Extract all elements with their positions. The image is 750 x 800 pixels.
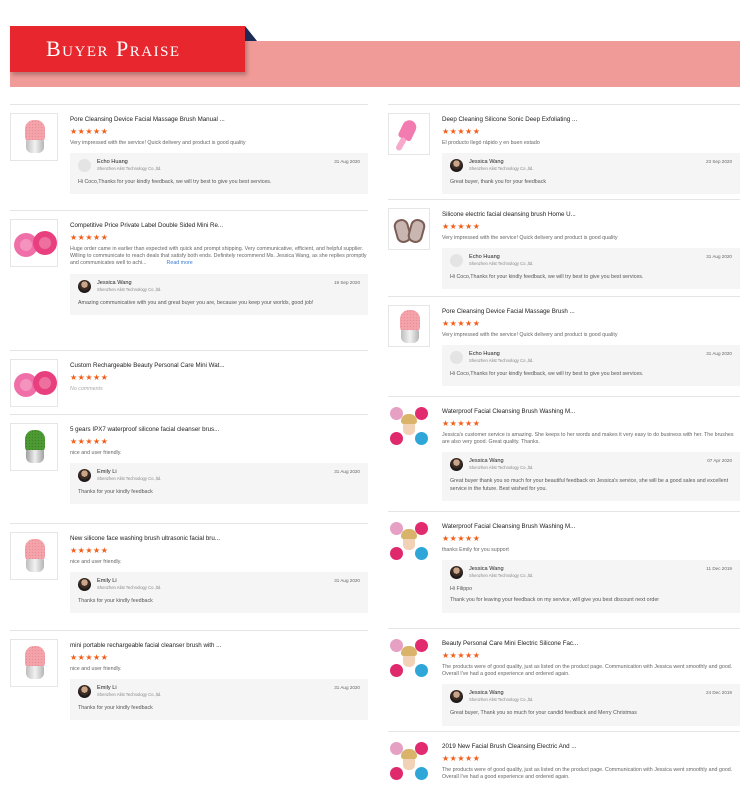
seller-name: Emily Li <box>97 469 117 476</box>
seller-name: Echo Huang <box>469 254 500 261</box>
review-card <box>10 104 368 210</box>
product-thumbnail[interactable] <box>388 637 430 679</box>
review-text: The products were of good quality, just as listed on the product page. Communication with Jessica went smoothly and good. Overall I've had a good experience and ordered again. <box>442 767 733 781</box>
pink-brush-icon <box>400 310 420 344</box>
product-title-link[interactable]: Beauty Personal Care Mini Electric Silicone Fac... <box>442 640 579 647</box>
star-rating: ★★★★★ <box>442 319 481 328</box>
model-face-icon <box>403 649 415 667</box>
product-thumbnail[interactable] <box>10 423 58 471</box>
seller-reply <box>442 684 740 725</box>
review-text: Very impressed with the service! Quick delivery and product is good quality <box>442 332 618 338</box>
product-thumbnail[interactable] <box>10 113 58 161</box>
reply-text: Hi Filippo <box>450 586 473 593</box>
reviews-left-column <box>10 104 368 730</box>
seller-name: Jessica Wang <box>469 159 504 166</box>
reply-date: 07 Apr 2020 <box>707 458 732 464</box>
seller-reply <box>70 572 368 613</box>
banner-tab <box>10 26 245 72</box>
seller-company: Shenzhen Alist Technology Co.,ltd. <box>469 697 534 703</box>
seller-company: Shenzhen Alist Technology Co.,ltd. <box>97 476 162 482</box>
product-thumbnail[interactable] <box>388 740 430 782</box>
seller-company: Shenzhen Alist Technology Co.,ltd. <box>97 166 162 172</box>
product-thumbnail[interactable] <box>10 359 58 407</box>
review-card <box>388 628 740 731</box>
seller-name: Jessica Wang <box>469 566 504 573</box>
avatar <box>78 469 91 482</box>
product-thumbnail[interactable] <box>10 219 58 267</box>
avatar <box>450 566 463 579</box>
seller-reply <box>442 452 740 500</box>
product-thumbnail[interactable] <box>388 113 430 155</box>
seller-reply <box>442 153 740 194</box>
review-text: The products were of good quality, just as listed on the product page. Communication with Jessica went smoothly and good. Overall I've had a good experience and ordered again. <box>442 664 733 678</box>
pink-brush-icon <box>25 539 45 573</box>
reviews-right-column <box>388 104 740 791</box>
product-title-link[interactable]: 2019 New Facial Brush Cleansing Electric And ... <box>442 743 577 750</box>
reply-text: Hi Coco,Thanks for your kindly feedback, we will try best to give you best services. <box>450 371 644 378</box>
seller-name: Jessica Wang <box>469 458 504 465</box>
review-card <box>388 296 740 396</box>
star-rating: ★★★★★ <box>442 754 481 763</box>
reply-text: Hi Coco,Thanks for your kindly feedback, we will try best to give you best services. <box>450 274 644 281</box>
reply-text: Great buyer, Thank you so much for your candid feedback and Merry Christmas <box>450 710 637 717</box>
avatar <box>450 458 463 471</box>
review-card <box>10 414 368 523</box>
product-title-link[interactable]: Waterproof Facial Cleansing Brush Washing M... <box>442 408 576 415</box>
reply-text: Thanks for your kindly feedback <box>78 489 153 496</box>
seller-company: Shenzhen Alist Technology Co.,ltd. <box>469 573 534 579</box>
review-text: Huge order came in earlier than expected with quick and prompt shipping. Very communicative, efficient, and helpful supplier. Willing to communicate to reach deals that satisfy both ends. Definitely recommend Ms. Jessica Wang, as she replies promptly and communicates well to achi... Read more <box>70 246 367 267</box>
seller-name: Emily Li <box>97 578 117 585</box>
review-card <box>388 396 740 511</box>
pink-brush-icon <box>25 120 45 154</box>
review-text: Very impressed with the service! Quick delivery and product is good quality <box>442 235 618 241</box>
product-thumbnail[interactable] <box>388 208 430 250</box>
reply-date: 23 Sep 2020 <box>705 159 732 165</box>
review-card <box>388 199 740 296</box>
reply-text: Thanks for your kindly feedback <box>78 705 153 712</box>
model-face-icon <box>403 532 415 550</box>
star-rating: ★★★★★ <box>442 419 481 428</box>
read-more-link[interactable]: Read more <box>166 260 193 267</box>
seller-reply <box>442 345 740 386</box>
star-rating: ★★★★★ <box>70 127 109 136</box>
model-face-icon <box>403 752 415 770</box>
review-card <box>10 523 368 630</box>
reply-text: Hi Coco,Thanks for your kindly feedback, we will try best to give you best services. <box>78 179 272 186</box>
star-rating: ★★★★★ <box>70 373 109 382</box>
pink-brush-icon <box>25 646 45 680</box>
page-title: Buyer Praise <box>46 36 181 61</box>
product-title-link[interactable]: Deep Cleaning Silicone Sonic Deep Exfoliating ... <box>442 116 578 123</box>
star-rating: ★★★★★ <box>442 651 481 660</box>
avatar <box>78 685 91 698</box>
seller-reply <box>70 153 368 194</box>
product-title-link[interactable]: Silicone electric facial cleansing brush Home U... <box>442 211 576 218</box>
star-rating: ★★★★★ <box>70 437 109 446</box>
seller-name: Emily Li <box>97 685 117 692</box>
reply-text: Amazing communicative with you and great buyer you are, because you keep your worlds, good job! <box>78 299 314 306</box>
green-brush-icon <box>25 430 45 464</box>
seller-company: Shenzhen Alist Technology Co.,ltd. <box>469 465 534 471</box>
product-thumbnail[interactable] <box>388 520 430 562</box>
seller-reply <box>70 463 368 504</box>
star-rating: ★★★★★ <box>442 127 481 136</box>
review-text: nice and user friendly. <box>70 666 122 672</box>
product-thumbnail[interactable] <box>10 532 58 580</box>
star-rating: ★★★★★ <box>70 546 109 555</box>
review-text: nice and user friendly. <box>70 559 122 565</box>
product-thumbnail[interactable] <box>388 405 430 447</box>
review-text: Very impressed with the service! Quick delivery and product is good quality <box>70 140 246 146</box>
reply-text: Thanks for your kindly feedback <box>78 598 153 605</box>
reply-date: 31 Aug 2020 <box>334 469 360 475</box>
seller-company: Shenzhen Alist Technology Co.,ltd. <box>469 358 534 364</box>
seller-reply <box>70 679 368 720</box>
avatar <box>78 578 91 591</box>
avatar <box>450 351 463 364</box>
product-thumbnail[interactable] <box>10 639 58 687</box>
review-text: nice and user friendly. <box>70 450 122 456</box>
review-text: El producto llegó rápido y en buen estado <box>442 140 540 146</box>
seller-company: Shenzhen Alist Technology Co.,ltd. <box>97 692 162 698</box>
seller-reply <box>442 560 740 612</box>
reply-date: 31 Aug 2020 <box>334 159 360 165</box>
avatar <box>450 690 463 703</box>
avatar <box>450 159 463 172</box>
seller-company: Shenzhen Alist Technology Co.,ltd. <box>469 166 534 172</box>
star-rating: ★★★★★ <box>70 653 109 662</box>
banner-notch <box>245 26 257 41</box>
reply-text-2: Thank you for leaving your feedback on my service, will give you best discount next order <box>450 597 660 604</box>
star-rating: ★★★★★ <box>442 222 481 231</box>
star-rating: ★★★★★ <box>442 534 481 543</box>
reply-text: Great buyer, thank you for your feedback <box>450 179 546 186</box>
pink-spatula-brush-icon <box>397 118 419 148</box>
seller-name: Echo Huang <box>469 351 500 358</box>
model-face-icon <box>403 417 415 435</box>
product-title-link[interactable]: Waterproof Facial Cleansing Brush Washing M... <box>442 523 576 530</box>
product-title-link[interactable]: 5 gears IPX7 waterproof silicone facial cleanser brus... <box>70 426 220 433</box>
avatar <box>450 254 463 267</box>
star-rating: ★★★★★ <box>70 233 109 242</box>
avatar <box>78 159 91 172</box>
reply-date: 19 Sep 2020 <box>333 279 360 285</box>
product-title-link[interactable]: Pore Cleansing Device Facial Massage Brush Manual ... <box>70 116 225 123</box>
review-card <box>10 350 368 414</box>
reply-date: 31 Aug 2020 <box>706 351 732 357</box>
seller-company: Shenzhen Alist Technology Co.,ltd. <box>97 286 162 292</box>
reply-date: 11 Dec 2019 <box>706 566 732 572</box>
reply-date: 24 Dec 2019 <box>705 690 732 696</box>
seller-company: Shenzhen Alist Technology Co.,ltd. <box>97 585 162 591</box>
product-title-link[interactable]: mini portable rechargeable facial cleanser brush with ... <box>70 642 222 649</box>
reply-date: 31 Aug 2020 <box>334 685 360 691</box>
review-text: No comments <box>70 386 103 392</box>
seller-reply <box>442 248 740 289</box>
reply-date: 31 Aug 2020 <box>334 578 360 584</box>
review-card <box>10 210 368 350</box>
review-card <box>388 731 740 791</box>
seller-company: Shenzhen Alist Technology Co.,ltd. <box>469 261 534 267</box>
seller-name: Jessica Wang <box>97 279 132 286</box>
review-card <box>388 104 740 199</box>
review-text: thanks Emily for you support <box>442 547 509 553</box>
seller-name: Jessica Wang <box>469 690 504 697</box>
reply-date: 31 Aug 2020 <box>706 254 732 260</box>
product-title-link[interactable]: New silicone face washing brush ultrasonic facial bru... <box>70 535 220 542</box>
review-text: Jessica's customer service is amazing. She keeps to her words and makes it very easy to do business with her. The brushes are also very good. Great quality. Thanks. <box>442 432 734 446</box>
review-card <box>388 511 740 628</box>
product-title-link[interactable]: Pore Cleansing Device Facial Massage Brush ... <box>442 308 575 315</box>
product-thumbnail[interactable] <box>388 305 430 347</box>
product-title-link[interactable]: Custom Rechargeable Beauty Personal Care Mini Wat... <box>70 362 225 369</box>
avatar <box>78 280 91 293</box>
seller-name: Echo Huang <box>97 159 128 166</box>
review-card <box>10 630 368 730</box>
reply-text: Great buyer thank you so much for your beautiful feedback on Jessica's service, she will be a good sales and excellent service in the future. Best wished for you. <box>450 478 729 492</box>
seller-reply <box>70 274 368 315</box>
product-title-link[interactable]: Competitive Price Private Label Double Sided Mini Re... <box>70 222 224 229</box>
